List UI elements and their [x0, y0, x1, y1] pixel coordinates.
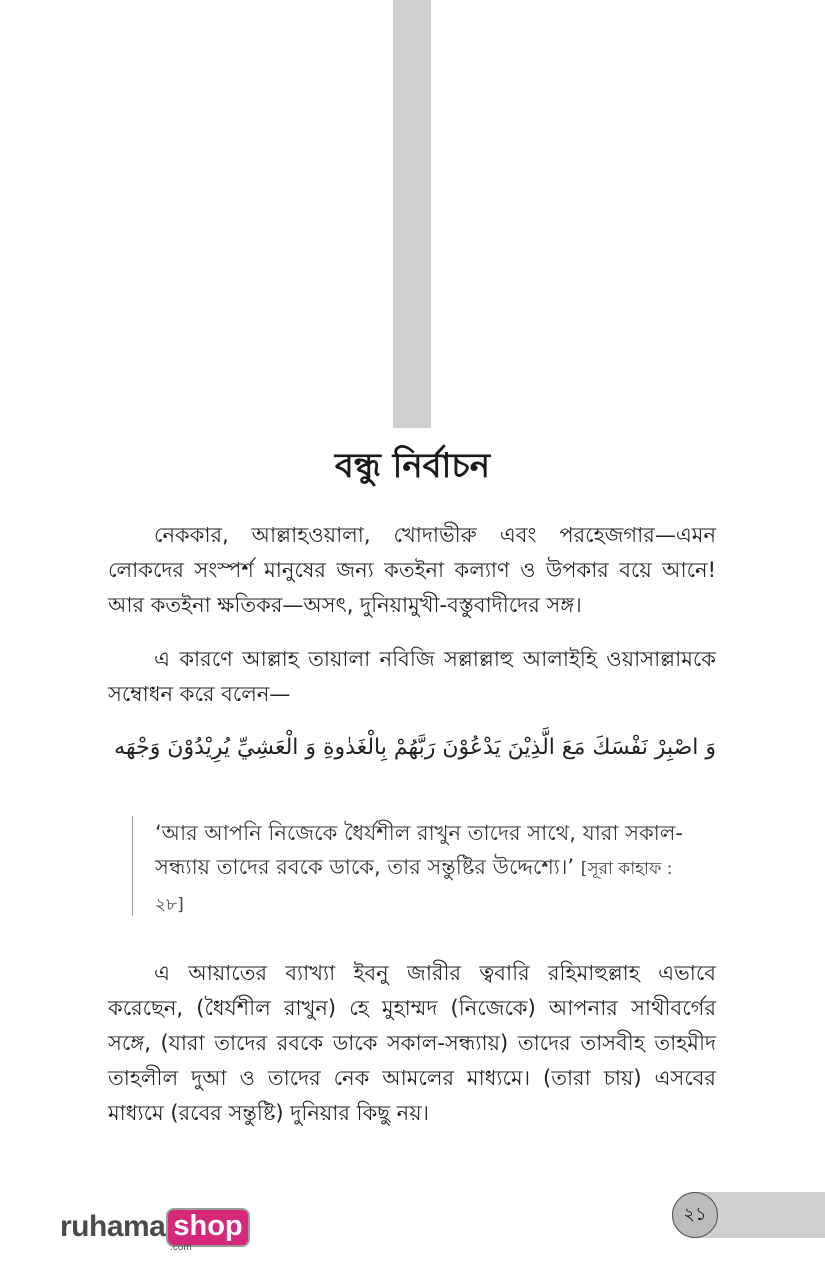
- logo-shop-badge: shop: [166, 1208, 249, 1247]
- logo-ruhama-text: ruhama: [60, 1210, 166, 1243]
- quote-reference: [সূরা কাহাফ : ২৮]: [155, 859, 673, 915]
- paragraph-address-text: এ কারণে আল্লাহ তায়ালা নবিজি সল্লাল্লাহু আলাইহি ওয়াসাল্লামকে সম্বোধন করে বলেন—: [108, 647, 716, 706]
- quote-text: ‘আর আপনি নিজেকে ধৈর্যশীল রাখুন তাদের সাথে, যারা সকাল-সন্ধ্যায় তাদের রবকে ডাকে, তার সন্তুষ্টির উদ্দেশ্যে।’: [155, 821, 683, 879]
- top-decorative-bar: [393, 0, 431, 428]
- paragraph-tafsir-text: এ আয়াতের ব্যাখ্যা ইবনু জারীর ত্ববারি রহিমাহুল্লাহ এভাবে করেছেন, (ধৈর্যশীল রাখুন) হে মুহাম্মদ (নিজেকে) আপনার সাথীবর্গের সঙ্গে, (যারা তাদের রবকে ডাকে সকাল-সন্ধ্যায়) তাদের তাসবীহ তাহমীদ তাহলীল দুআ ও তাদের নেক আমলের মাধ্যমে। (তারা চায়) এসবের মাধ্যমে (রবের সন্তুষ্টি) দুনিয়ার কিছু নয়।: [108, 961, 716, 1125]
- ruhamashop-logo: [60, 1208, 250, 1258]
- page-number: ২১: [672, 1192, 718, 1238]
- paragraph-intro-text: নেককার, আল্লাহওয়ালা, খোদাভীরু এবং পরহেজগার—এমন লোকদের সংস্পর্শ মানুষের জন্য কতইনা কল্যাণ ও উপকার বয়ে আনে! আর কতইনা ক্ষতিকর—অসৎ, দুনিয়ামুখী-বস্তুবাদীদের সঙ্গ।: [108, 523, 716, 617]
- paragraph-tafsir: [108, 956, 716, 1131]
- paragraph-intro: [108, 518, 716, 623]
- chapter-title: বন্ধু নির্বাচন: [334, 446, 491, 486]
- arabic-verse: وَ اصْبِرْ نَفْسَكَ مَعَ الَّذِيْنَ يَدْعُوْنَ رَبَّهُمْ بِالْغَدٰوةِ وَ الْعَشِيِّ يُرِيْدُوْنَ وَجْهَه: [114, 735, 716, 760]
- verse-translation-quote: [132, 816, 685, 916]
- logo-com-text: .com: [170, 1242, 192, 1253]
- paragraph-address: [108, 642, 716, 712]
